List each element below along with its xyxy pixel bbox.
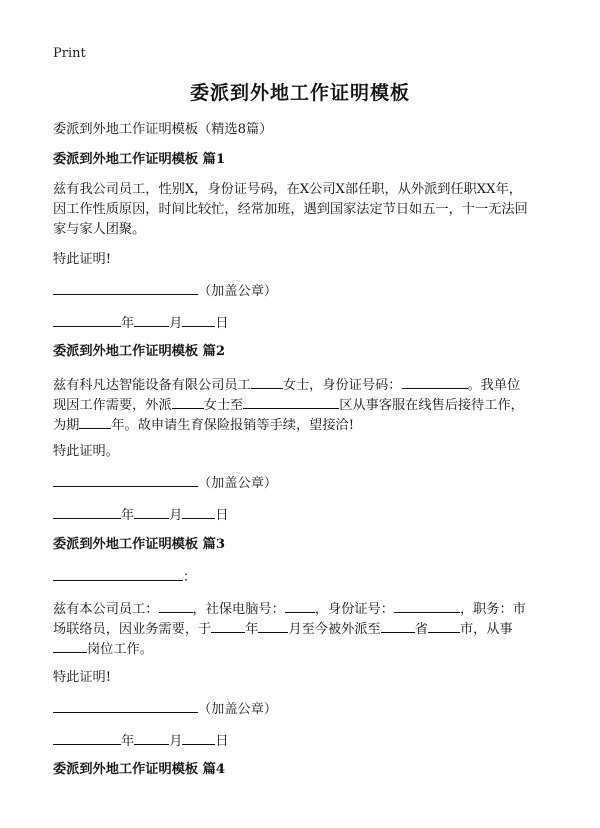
blank-line <box>53 472 198 487</box>
blank-line <box>381 618 415 633</box>
blank-line <box>53 504 121 519</box>
blank-line <box>258 618 288 633</box>
seal-note: （加盖公章） <box>198 476 278 491</box>
blank-line <box>182 730 215 745</box>
section-3-signature-line <box>53 698 277 720</box>
section-3-line-3 <box>53 638 153 660</box>
print-link[interactable]: Print <box>53 46 86 61</box>
day-label: 日 <box>215 508 229 523</box>
text: 兹有科凡达智能设备有限公司员工 <box>53 378 251 393</box>
blank-line <box>402 374 468 389</box>
month-label: 月 <box>169 508 183 523</box>
text: 兹有本公司员工： <box>53 602 159 617</box>
text: ： <box>183 570 197 585</box>
text: 现因工作需要，外派 <box>53 398 172 413</box>
blank-line <box>251 374 283 389</box>
section-heading-4: 委派到外地工作证明模板 篇4 <box>53 762 226 777</box>
blank-line <box>53 566 183 581</box>
text: ，身份证号： <box>314 602 394 617</box>
blank-line <box>53 730 121 745</box>
blank-line <box>211 618 245 633</box>
section-3-line-1 <box>53 598 526 620</box>
year-label: 年 <box>121 734 135 749</box>
section-heading-2: 委派到外地工作证明模板 篇2 <box>53 344 226 359</box>
text: 女士至 <box>203 398 244 413</box>
section-3-addressee-line <box>53 566 196 588</box>
section-3-closing: 特此证明! <box>53 670 112 685</box>
month-label: 月 <box>169 734 183 749</box>
section-2-line-2 <box>53 394 524 416</box>
page-title: 委派到外地工作证明模板 <box>189 82 410 104</box>
section-heading-1: 委派到外地工作证明模板 篇1 <box>53 152 226 167</box>
section-1-line-3: 家与家人团聚。 <box>53 222 146 237</box>
blank-line <box>172 394 204 409</box>
blank-line <box>182 504 215 519</box>
text: 年。故申请生育保险报销等手续，望接洽! <box>111 418 355 433</box>
section-2-line-3 <box>53 414 354 436</box>
section-1-closing: 特此证明! <box>53 252 112 267</box>
text: 女士，身份证号码： <box>282 378 402 393</box>
section-1-date-line <box>53 312 229 334</box>
day-label: 日 <box>215 316 229 331</box>
text: 岗位工作。 <box>87 642 153 657</box>
text: 年 <box>245 622 259 637</box>
text: 省 <box>414 622 428 637</box>
subtitle: 委派到外地工作证明模板（精选8篇） <box>53 122 273 137</box>
section-heading-3: 委派到外地工作证明模板 篇3 <box>53 537 226 552</box>
text: ，职务：市 <box>459 602 526 617</box>
seal-note: （加盖公章） <box>198 702 278 717</box>
year-label: 年 <box>121 508 135 523</box>
blank-line <box>159 598 193 613</box>
seal-note: （加盖公章） <box>198 284 278 299</box>
section-2-closing: 特此证明。 <box>53 444 119 459</box>
blank-line <box>134 730 169 745</box>
section-1-signature-line <box>53 280 277 302</box>
blank-line <box>79 414 111 429</box>
blank-line <box>53 698 198 713</box>
blank-line <box>285 598 315 613</box>
section-1-line-1: 兹有我公司员工，性别X，身份证号码，在X公司X部任职，从外派到任职XX年， <box>53 182 522 197</box>
blank-line <box>134 504 169 519</box>
month-label: 月 <box>169 316 183 331</box>
blank-line <box>134 312 169 327</box>
section-2-line-1 <box>53 374 520 396</box>
text: 月至今被外派至 <box>288 622 381 637</box>
blank-line <box>182 312 215 327</box>
day-label: 日 <box>215 734 229 749</box>
section-2-signature-line <box>53 472 277 494</box>
text: ，社保电脑号： <box>192 602 285 617</box>
text: 为期 <box>53 418 80 433</box>
section-3-line-2 <box>53 618 513 640</box>
text: 区从事客服在线售后接待工作， <box>339 398 524 413</box>
blank-line <box>53 638 87 653</box>
blank-line <box>428 618 460 633</box>
section-3-date-line <box>53 730 229 752</box>
blank-line <box>243 394 339 409</box>
section-1-line-2: 因工作性质原因，时间比较忙，经常加班，遇到国家法定节日如五一，十一无法回 <box>53 202 528 217</box>
text: 场联络员，因业务需要，于 <box>53 622 212 637</box>
text: 市，从事 <box>459 622 513 637</box>
blank-line <box>53 280 198 295</box>
year-label: 年 <box>121 316 135 331</box>
text: 。我单位 <box>467 378 521 393</box>
blank-line <box>53 312 121 327</box>
blank-line <box>394 598 460 613</box>
section-2-date-line <box>53 504 229 526</box>
